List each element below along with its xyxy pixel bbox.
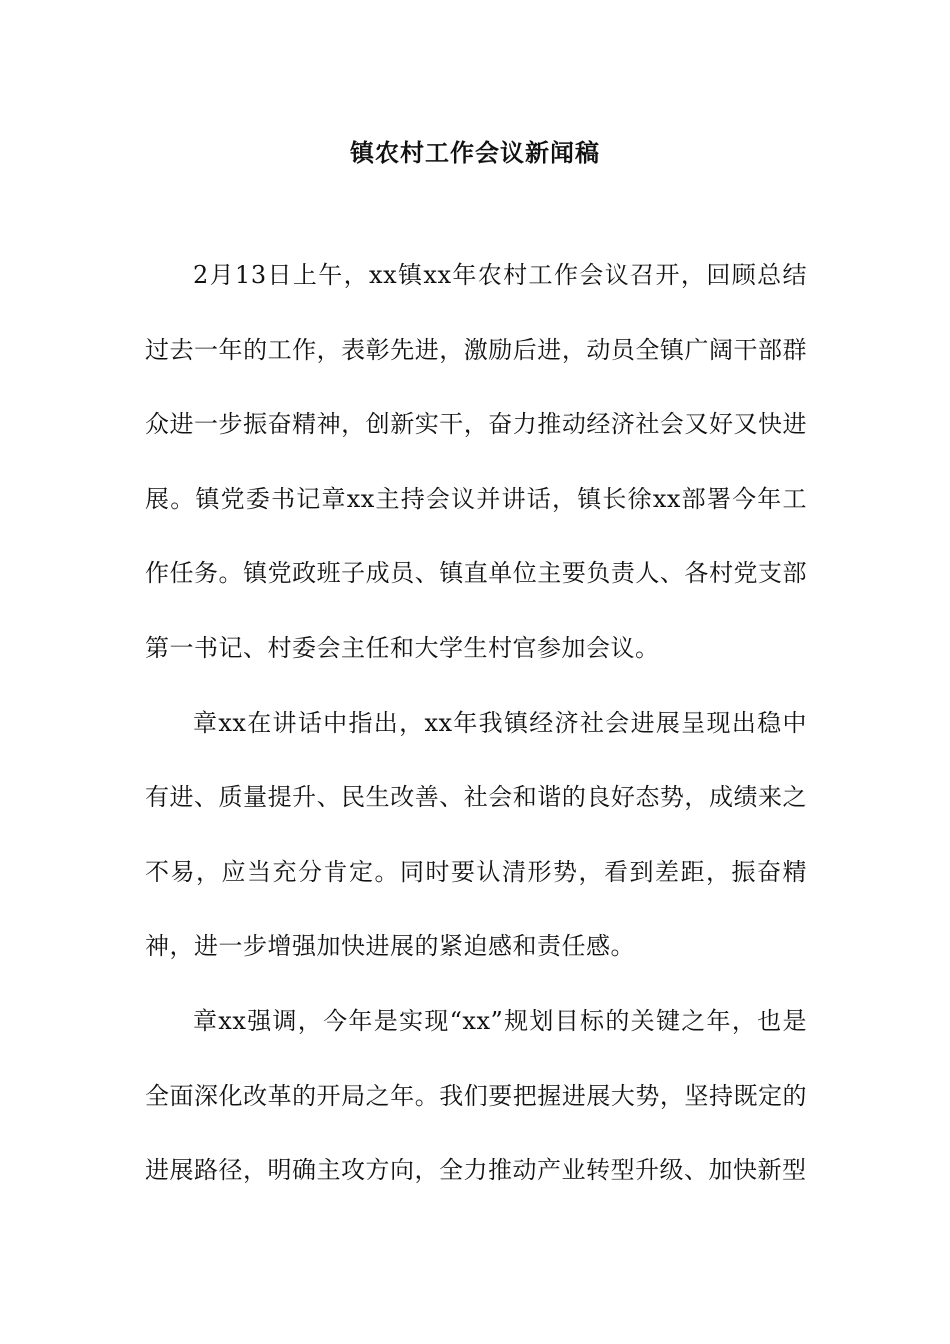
paragraph-1: 2月13日上午，xx镇xx年农村工作会议召开，回顾总结过去一年的工作，表彰先进，激励后进，动员全镇广阔干部群众进一步振奋精神，创新实干，奋力推动经济社会又好又快进展。镇党委书记章xx主持会议并讲话，镇长徐xx部署今年工作任务。镇党政班子成员、镇直单位主要负责人、各村党支部第一书记、村委会主任和大学生村官参加会议。 bbox=[145, 261, 807, 662]
document-body bbox=[145, 238, 807, 1208]
document-title: 镇农村工作会议新闻稿 bbox=[350, 138, 600, 167]
paragraph-2: 章xx在讲话中指出，xx年我镇经济社会进展呈现出稳中有进、质量提升、民生改善、社会和谐的良好态势，成绩来之不易，应当充分肯定。同时要认清形势，看到差距，振奋精神，进一步增强加快进展的紧迫感和责任感。 bbox=[145, 708, 807, 961]
paragraph-3: 章xx强调，今年是实现“xx”规划目标的关键之年，也是全面深化改革的开局之年。我们要把握进展大势，坚持既定的进展路径，明确主攻方向，全力推动产业转型升级、加快新型 bbox=[145, 1006, 807, 1185]
